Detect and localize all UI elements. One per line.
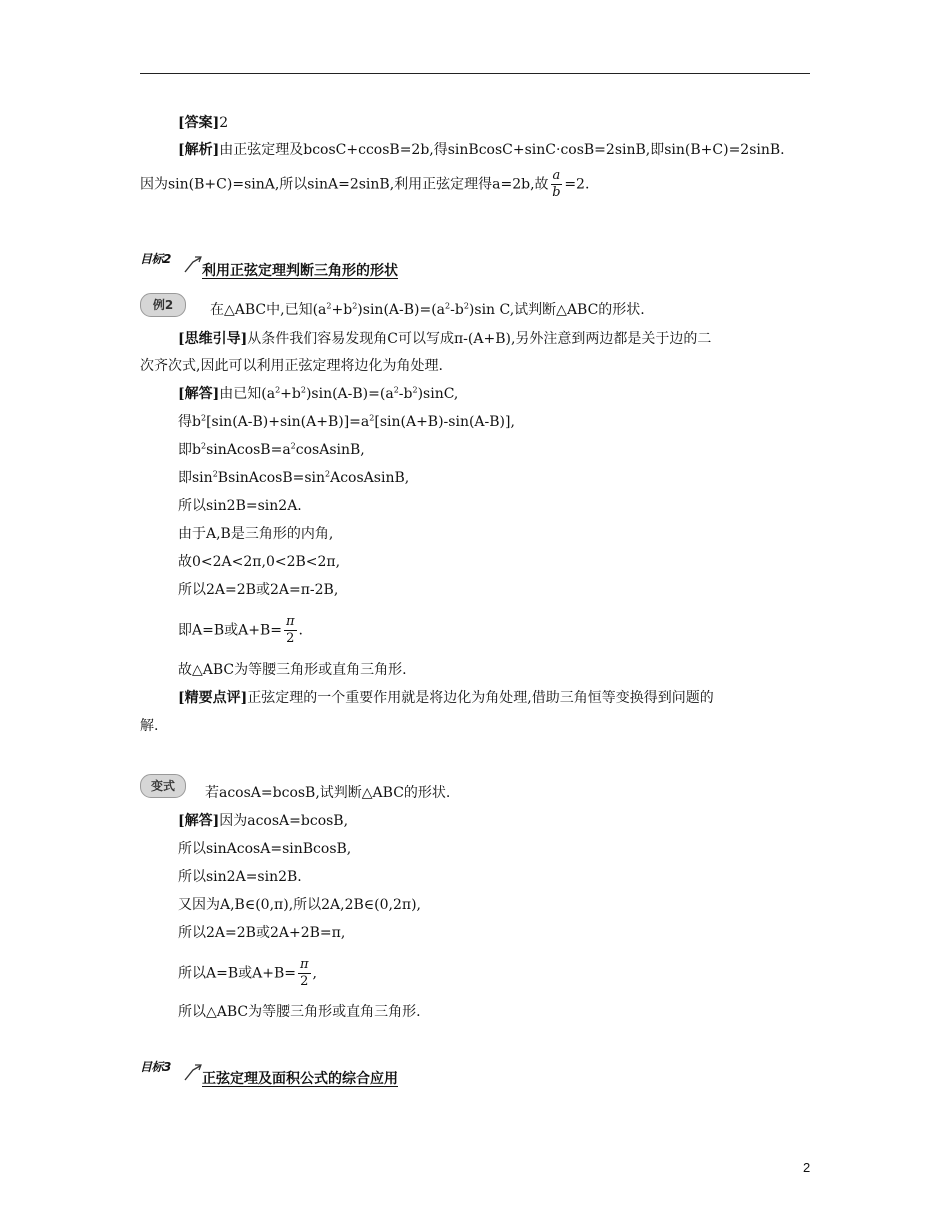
example-2-problem [210, 300, 645, 320]
review-text-1: 正弦定理的一个重要作用就是将边化为角处理,借助三角恒等变换得到问题的 [247, 690, 714, 706]
goal-3-tag: 目标3 [140, 1060, 171, 1074]
goal-2-title: 利用正弦定理判断三角形的形状 [202, 263, 398, 279]
fraction-a-over-b [551, 168, 563, 201]
solution-line-10: 故△ABC为等腰三角形或直角三角形. [178, 662, 407, 678]
solution-part: [sin(A+B)-sin(A-B)], [374, 414, 515, 430]
superscript: 2 [412, 385, 418, 395]
variant-problem: 若acosA=bcosB,试判断△ABC的形状. [205, 785, 451, 801]
fraction-numerator: π [300, 957, 309, 972]
review-label: [精要点评] [178, 690, 248, 706]
variant-line-3: 所以sin2A=sin2B. [178, 869, 302, 885]
analysis-label: [解析] [178, 142, 220, 158]
fraction-pi-over-2 [284, 614, 297, 647]
problem-part: -b [450, 302, 464, 318]
superscript: 2 [200, 413, 207, 423]
solution-part: sinAcosB=a [206, 442, 291, 458]
superscript: 2 [300, 385, 306, 395]
fraction-denominator: b [552, 185, 561, 200]
fraction-numerator: π [286, 614, 295, 629]
solution-line-3 [178, 440, 365, 460]
superscript: 2 [200, 441, 207, 451]
solution-part: 即A=B或A+B= [178, 622, 282, 639]
variant-solution-label: [解答] [178, 813, 220, 829]
solution-part: 即sin [178, 470, 213, 486]
fraction-numerator: a [552, 168, 561, 183]
solution-line-6: 由于A,B是三角形的内角, [178, 526, 334, 542]
solution-line-1 [178, 384, 458, 404]
problem-part: 在△ABC中,已知(a [210, 302, 327, 318]
example-2-badge: 例2 [140, 293, 186, 317]
superscript: 2 [325, 469, 331, 479]
solution-part: . [298, 622, 303, 639]
problem-part: +b [331, 302, 353, 318]
solution-label: [解答] [178, 386, 220, 402]
variant-line-5: 所以2A=2B或2A+2B=π, [178, 925, 346, 941]
fraction-denominator: 2 [286, 631, 295, 646]
solution-part: cosAsinB, [295, 442, 365, 458]
superscript: 2 [369, 413, 375, 423]
review-line-2: 解. [140, 718, 159, 734]
page-number: 2 [803, 1160, 811, 1175]
solution-part: -b [398, 386, 413, 402]
guide-label: [思维引导] [178, 331, 248, 347]
solution-line-2 [178, 412, 515, 432]
arrow-icon [184, 254, 202, 274]
superscript: 2 [393, 385, 399, 395]
variant-line-1 [178, 811, 348, 831]
variant-line-2: 所以sinAcosA=sinBcosB, [178, 841, 352, 857]
variant-badge: 变式 [140, 774, 186, 798]
fraction-pi-over-2 [298, 957, 311, 990]
superscript: 2 [463, 301, 469, 311]
guide-line-1 [178, 329, 711, 349]
variant-line-7: 所以△ABC为等腰三角形或直角三角形. [178, 1004, 421, 1020]
superscript: 2 [290, 441, 296, 451]
variant-text: , [312, 965, 317, 982]
goal-3-title: 正弦定理及面积公式的综合应用 [202, 1071, 398, 1087]
superscript: 2 [326, 301, 332, 311]
guide-text-1: 从条件我们容易发现角C可以写成π-(A+B),另外注意到两边都是关于边的二 [247, 331, 712, 347]
variant-text: 所以A=B或A+B= [178, 965, 296, 982]
variant-line-4: 又因为A,B∈(0,π),所以2A,2B∈(0,2π), [178, 897, 422, 913]
variant-line-6 [178, 957, 317, 990]
solution-part: 即b [178, 442, 201, 458]
solution-part: AcosAsinB, [330, 470, 410, 486]
solution-line-4 [178, 468, 409, 488]
guide-line-2: 次齐次式,因此可以利用正弦定理将边化为角处理. [140, 358, 443, 374]
arrow-icon [184, 1062, 202, 1082]
solution-part: )sinC, [417, 386, 459, 402]
superscript: 2 [352, 301, 358, 311]
fraction-denominator: 2 [300, 974, 309, 989]
solution-line-7: 故0<2A<2π,0<2B<2π, [178, 554, 341, 570]
problem-part: )sin(A-B)=(a [357, 302, 446, 318]
solution-line-9 [178, 614, 303, 647]
analysis-text-2-end: =2. [564, 176, 590, 193]
solution-line-8: 所以2A=2B或2A=π-2B, [178, 582, 339, 598]
solution-part: +b [280, 386, 301, 402]
answer-label: [答案] [178, 115, 220, 131]
review-line-1 [178, 688, 714, 708]
analysis-line-1 [178, 140, 785, 160]
solution-part: [sin(A-B)+sin(A+B)]=a [206, 414, 370, 430]
analysis-line-2 [140, 168, 589, 201]
variant-text: 因为acosA=bcosB, [219, 813, 349, 829]
solution-part: )sin(A-B)=(a [305, 386, 394, 402]
problem-part: )sin C,试判断△ABC的形状. [468, 302, 645, 318]
solution-line-5: 所以sin2B=sin2A. [178, 498, 302, 514]
answer-value: 2 [219, 115, 229, 131]
goal-2-tag: 目标2 [140, 252, 171, 266]
solution-part: 由已知(a [219, 386, 276, 402]
analysis-text-2: 因为sin(B+C)=sinA,所以sinA=2sinB,利用正弦定理得a=2b,故 [140, 176, 549, 193]
superscript: 2 [275, 385, 281, 395]
header-rule [140, 73, 810, 74]
answer-line [178, 113, 228, 133]
superscript: 2 [445, 301, 451, 311]
solution-part: BsinAcosB=sin [217, 470, 326, 486]
superscript: 2 [212, 469, 218, 479]
solution-part: 得b [178, 414, 201, 430]
analysis-text-1: 由正弦定理及bcosC+ccosB=2b,得sinBcosC+sinC·cosB=2sinB,即sin(B+C)=2sinB. [219, 142, 785, 158]
